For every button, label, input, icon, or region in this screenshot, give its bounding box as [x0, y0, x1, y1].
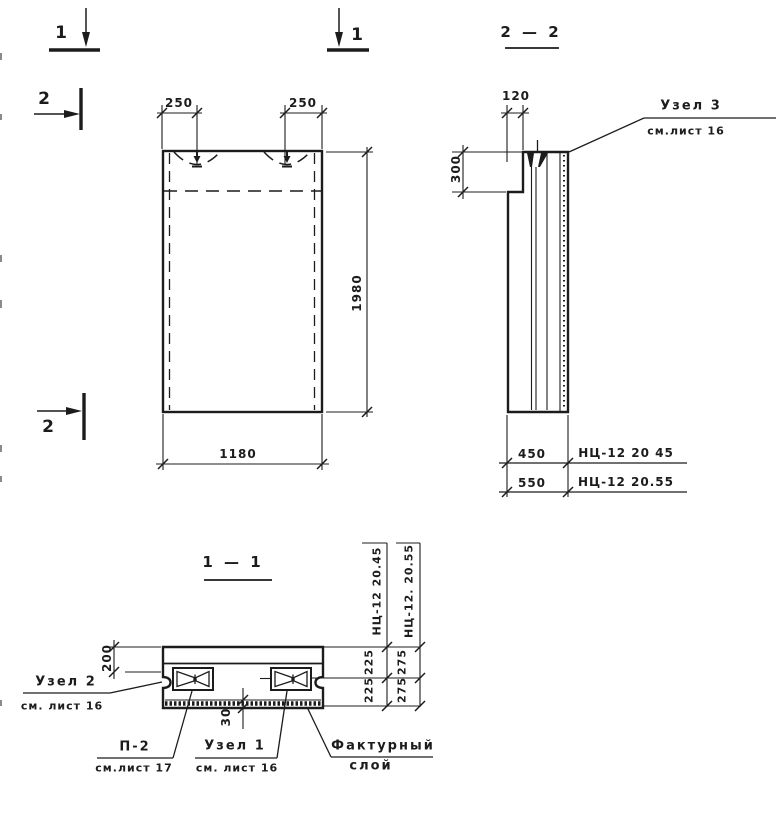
- view-title-2-2: 2 — 2: [500, 23, 562, 41]
- ruler-col1-value-top: 225: [362, 649, 376, 675]
- node2-label: Узел 2: [35, 674, 97, 690]
- p2-label: П-2: [119, 739, 151, 755]
- ruler-col2-header: НЦ-12. 20.55: [402, 543, 416, 639]
- cut-marker-1-left-label: 1: [55, 23, 67, 43]
- mark-nc-12-20-55: НЦ-12 20.55: [578, 475, 674, 489]
- dim-200: 200: [100, 643, 114, 673]
- section-cut-markers: [34, 8, 369, 440]
- cut-marker-1-right-label: 1: [351, 25, 363, 45]
- ruler-col2-value-top: 275: [395, 649, 409, 675]
- front-view-linework: [156, 105, 373, 470]
- dim-1980: 1980: [350, 274, 364, 312]
- node2-ref: см. лист 16: [20, 699, 104, 713]
- mark-nc-12-20-45: НЦ-12 20 45: [578, 446, 674, 460]
- node1-label: Узел 1: [204, 738, 266, 754]
- view-title-1-1: 1 — 1: [202, 553, 264, 571]
- node3-ref: см.лист 16: [647, 124, 725, 138]
- dim-550: 550: [517, 476, 547, 490]
- dim-120: 120: [501, 89, 531, 103]
- node3-label: Узел 3: [660, 98, 722, 114]
- ruler-col2-value-bottom: 275: [395, 677, 409, 703]
- dim-300: 300: [449, 154, 463, 184]
- cut-marker-2-top-label: 2: [38, 89, 50, 109]
- side-view-linework: [452, 48, 776, 497]
- p2-ref: см.лист 17: [95, 761, 173, 775]
- dim-450: 450: [517, 447, 547, 461]
- facing-layer-label-line2: слой: [349, 758, 393, 774]
- dim-30: 30: [219, 707, 233, 727]
- cut-marker-2-bottom-label: 2: [42, 417, 54, 437]
- dim-1180: 1180: [219, 447, 257, 461]
- node1-ref: см. лист 16: [195, 761, 279, 775]
- facing-layer-label-line1: Фактурный: [331, 738, 435, 754]
- dim-250-left: 250: [164, 96, 194, 110]
- ruler-col1-value-bottom: 225: [362, 677, 376, 703]
- ruler-col1-header: НЦ-12 20.45: [370, 546, 384, 636]
- dim-250-right: 250: [288, 96, 318, 110]
